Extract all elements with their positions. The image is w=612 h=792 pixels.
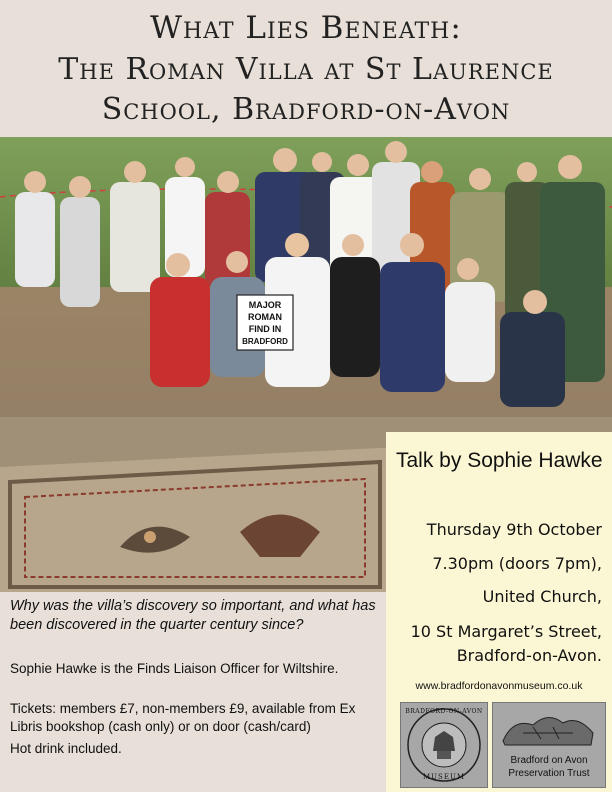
museum-logo-bottom-text: MUSEUM: [422, 773, 466, 781]
talk-title: Talk by Sophie Hawke: [396, 449, 603, 472]
talk-town: Bradford-on-Avon.: [456, 646, 602, 665]
ticket-info: Tickets: members £7, non-members £9, available from Ex Libris bookshop (cash only) or on door (cash/card): [10, 701, 356, 734]
trust-logo-text-1: Bradford on Avon: [510, 755, 588, 766]
talk-venue: United Church,: [482, 587, 602, 606]
speaker-bio: Sophie Hawke is the Finds Liaison Officer for Wiltshire.: [10, 661, 339, 676]
sign-line-1: MAJOR: [248, 300, 282, 310]
major-roman-find-sign: [237, 295, 293, 350]
museum-logo: [400, 702, 488, 788]
sign-line-2: ROMAN: [248, 312, 282, 322]
talk-time: 7.30pm (doors 7pm),: [432, 554, 602, 573]
sign-line-4: BRADFORD: [242, 337, 288, 346]
mosaic-floor: [0, 447, 400, 592]
talk-info-panel: [0, 592, 386, 792]
preservation-trust-logo: [492, 702, 606, 788]
drink-info: Hot drink included.: [10, 741, 122, 756]
trust-logo-text-2: Preservation Trust: [508, 768, 590, 779]
title-line-1: What Lies Beneath:: [150, 10, 462, 46]
talk-question: Why was the villa’s discovery so important, and what has been discovered in the quarter century since?: [10, 598, 376, 633]
talk-details-panel: [386, 432, 612, 792]
museum-logo-top-text: BRADFORD-ON-AVON: [405, 708, 483, 715]
sign-line-3: FIND IN: [248, 324, 282, 334]
museum-website-link[interactable]: www.bradfordonavonmuseum.co.uk: [415, 680, 583, 692]
title-line-3: School, Bradford-on-Avon: [101, 92, 511, 127]
title-line-2: The Roman Villa at St Laurence: [58, 52, 554, 87]
talk-date: Thursday 9th October: [426, 520, 602, 539]
poster-header: [0, 0, 612, 137]
talk-street: 10 St Margaret’s Street,: [410, 622, 602, 641]
